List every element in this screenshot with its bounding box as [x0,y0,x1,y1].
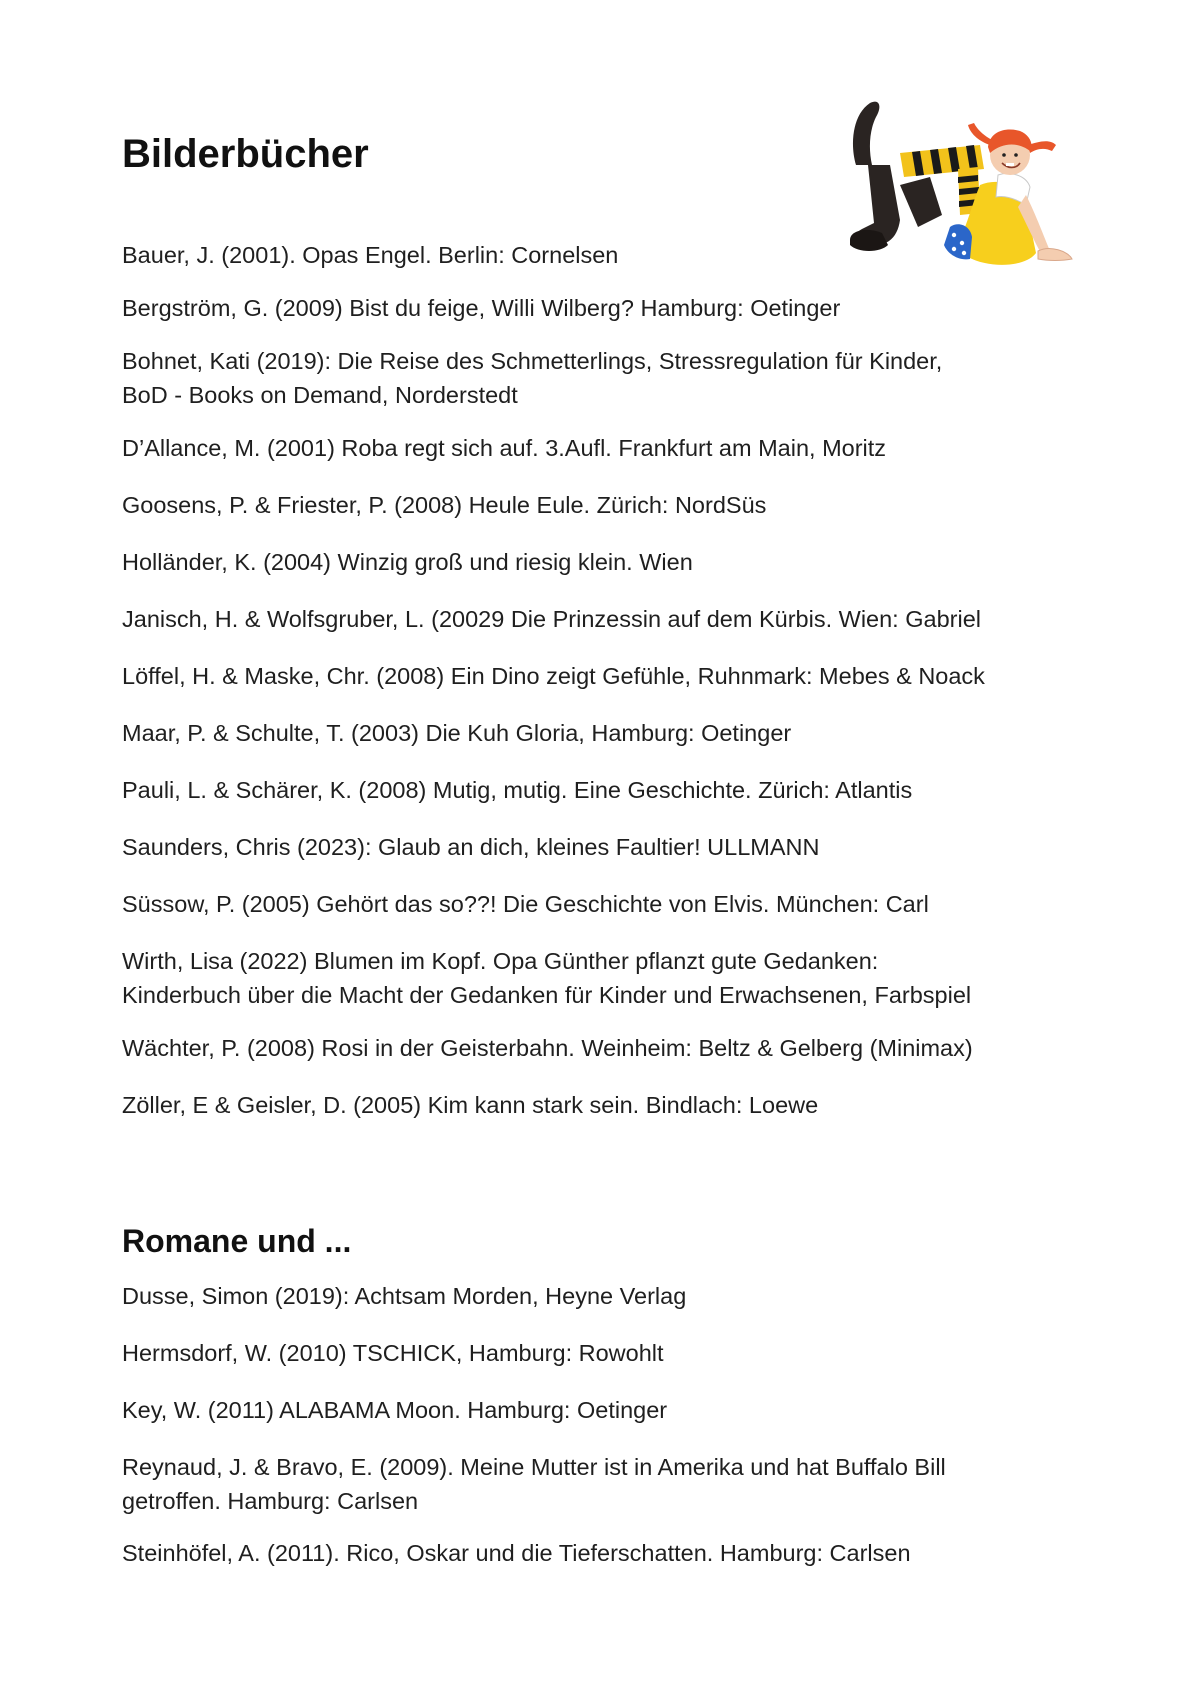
list-item: Steinhöfel, A. (2011). Rico, Oskar und die Tieferschatten. Hamburg: Carlsen [122,1540,911,1566]
section-heading-romane: Romane und ... [122,1223,352,1259]
list-item: Wirth, Lisa (2022) Blumen im Kopf. Opa Günther pflanzt gute Gedanken: Kinderbuch über die Macht der Gedanken für Kinder und Erwachsenen, Farbspiel [122,948,972,1008]
list-item: Saunders, Chris (2023): Glaub an dich, kleines Faultier! ULLMANN [122,834,820,860]
list-item: Bohnet, Kati (2019): Die Reise des Schmetterlings, Stressregulation für Kinder, BoD - Books on Demand, Norderstedt [122,348,943,408]
list-item: Bauer, J. (2001). Opas Engel. Berlin: Cornelsen [122,242,619,268]
list-item: Janisch, H. & Wolfsgruber, L. (20029 Die Prinzessin auf dem Kürbis. Wien: Gabriel [122,606,982,632]
list-item: Key, W. (2011) ALABAMA Moon. Hamburg: Oetinger [122,1397,668,1423]
list-item: Maar, P. & Schulte, T. (2003) Die Kuh Gloria, Hamburg: Oetinger [122,720,792,746]
section-heading-bilderbuecher: Bilderbücher [122,132,369,176]
list-item: Löffel, H. & Maske, Chr. (2008) Ein Dino zeigt Gefühle, Ruhnmark: Mebes & Noack [122,663,985,689]
list-item: Reynaud, J. & Bravo, E. (2009). Meine Mutter ist in Amerika und hat Buffalo Bill getroffen. Hamburg: Carlsen [122,1454,946,1514]
list-item: Wächter, P. (2008) Rosi in der Geisterbahn. Weinheim: Beltz & Gelberg (Minimax) [122,1035,973,1061]
list-item: Süssow, P. (2005) Gehört das so??! Die Geschichte von Elvis. München: Carl [122,891,929,917]
list-item: Hermsdorf, W. (2010) TSCHICK, Hamburg: Rowohlt [122,1340,664,1366]
list-item: Holländer, K. (2004) Winzig groß und riesig klein. Wien [122,549,693,575]
list-item: Goosens, P. & Friester, P. (2008) Heule Eule. Zürich: NordSüs [122,492,767,518]
list-item: D’Allance, M. (2001) Roba regt sich auf. 3.Aufl. Frankfurt am Main, Moritz [122,435,887,461]
list-item: Zöller, E & Geisler, D. (2005) Kim kann stark sein. Bindlach: Loewe [122,1092,819,1118]
list-item: Pauli, L. & Schärer, K. (2008) Mutig, mutig. Eine Geschichte. Zürich: Atlantis [122,777,913,803]
list-item: Dusse, Simon (2019): Achtsam Morden, Heyne Verlag [122,1283,687,1309]
list-item: Bergström, G. (2009) Bist du feige, Willi Wilberg? Hamburg: Oetinger [122,295,841,321]
